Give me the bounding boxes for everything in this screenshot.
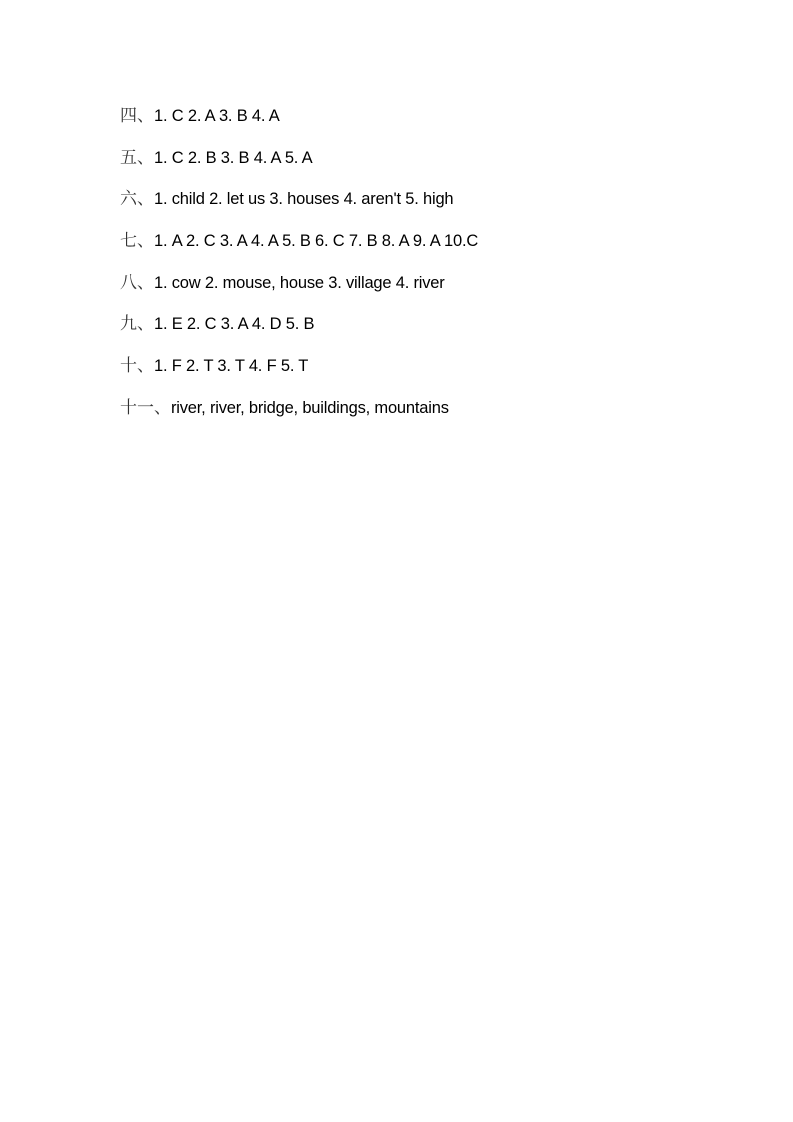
section-number: 九、	[120, 314, 154, 335]
section-number: 六、	[120, 189, 154, 210]
section-number: 四、	[120, 106, 154, 126]
answer-line-section-8	[120, 271, 478, 313]
answer-line-section-5	[120, 146, 478, 188]
answer-text: 1. F 2. T 3. T 4. F 5. T	[154, 357, 309, 376]
answer-text: 1. C 2. B 3. B 4. A 5. A	[154, 148, 313, 167]
answer-line-section-11	[120, 396, 478, 438]
answer-line-section-10	[120, 354, 478, 396]
answer-text: 1. child 2. let us 3. houses 4. aren't 5. high	[154, 190, 454, 209]
answer-line-section-4	[120, 104, 478, 146]
answer-text: river, river, bridge, buildings, mountains	[171, 398, 449, 417]
answer-text: 1. A 2. C 3. A 4. A 5. B 6. C 7. B 8. A 9. A 10.C	[154, 232, 479, 251]
section-number: 八、	[120, 272, 154, 293]
answer-line-section-6	[120, 187, 478, 229]
answer-text: 1. cow 2. mouse, house 3. village 4. river	[154, 273, 445, 292]
section-number: 五、	[120, 147, 154, 168]
answer-text: 1. E 2. C 3. A 4. D 5. B	[154, 315, 315, 334]
section-number: 十、	[120, 356, 154, 377]
section-number: 七、	[120, 231, 154, 252]
section-number: 十一、	[120, 397, 171, 418]
answer-line-section-9	[120, 312, 478, 354]
answer-text: 1. C 2. A 3. B 4. A	[154, 107, 280, 125]
answer-line-section-7	[120, 229, 478, 271]
answer-key-list	[120, 104, 478, 438]
